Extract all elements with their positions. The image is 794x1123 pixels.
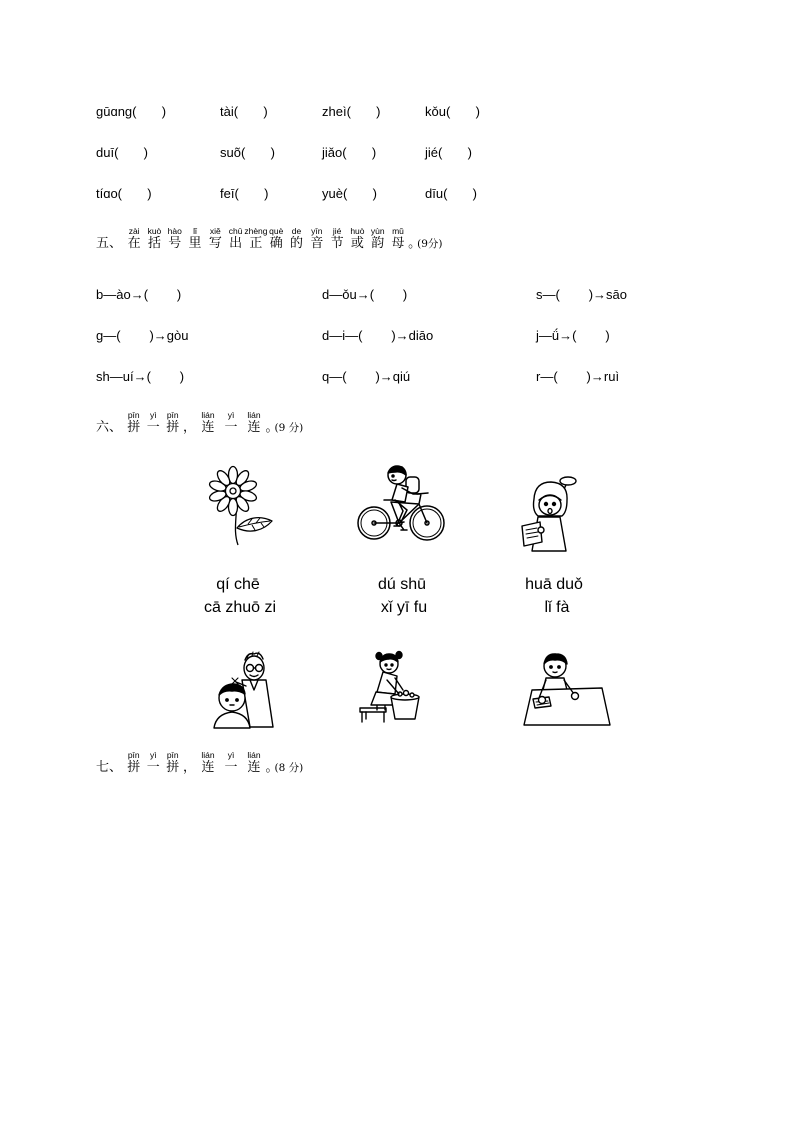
hanzi-character: 一 <box>224 420 238 435</box>
hanzi-character: 连 <box>247 420 261 435</box>
word-label: dú shū <box>377 576 427 593</box>
hanzi-character: 写 <box>208 236 222 251</box>
hanzi-character: 拼 <box>127 760 141 775</box>
word-label: xǐ yī fu <box>380 599 428 616</box>
hanzi-character: 拼 <box>166 420 180 435</box>
annotated-character <box>165 226 185 252</box>
annotated-character <box>144 226 164 252</box>
annotated-character <box>243 410 266 436</box>
annotated-character <box>124 226 144 252</box>
section-5-heading <box>96 226 443 252</box>
hanzi-character: 正 <box>249 236 263 251</box>
annotated-character <box>266 226 286 252</box>
pinyin-annotation: lián <box>201 410 215 420</box>
pinyin-annotation: yì <box>149 750 157 760</box>
word-label: cā zhuō zi <box>203 599 277 616</box>
hanzi-character: 连 <box>201 760 215 775</box>
pinyin-annotation: pīn <box>166 750 179 760</box>
pinyin-annotation: pīn <box>127 750 140 760</box>
blank-item: d—ǒu→( ) <box>322 287 408 302</box>
pinyin-annotation: lián <box>201 750 215 760</box>
blank-item: g—( )→gòu <box>96 328 189 343</box>
word-label: qí chē <box>216 576 260 593</box>
syllable-item: duī( ) <box>96 145 149 160</box>
annotated-character <box>205 226 225 252</box>
heading-number: 五、 <box>96 236 123 251</box>
pinyin-annotation: zhèng <box>244 226 268 236</box>
pinyin-annotation: jié <box>332 226 342 236</box>
blank-item: s—( )→sāo <box>536 287 628 302</box>
syllable-item: jiǎo( ) <box>322 145 377 160</box>
pinyin-annotation: lǐ <box>193 226 197 236</box>
heading-end-mark: 。 <box>265 420 279 435</box>
annotated-character <box>124 750 144 776</box>
annotated-character <box>144 410 164 436</box>
pinyin-annotation: yì <box>227 750 235 760</box>
annotated-character <box>183 410 197 436</box>
pinyin-annotation: yīn <box>311 226 323 236</box>
annotated-character <box>220 410 243 436</box>
haircut-icon <box>212 648 274 728</box>
word-label: huā duǒ <box>525 576 583 593</box>
annotated-character <box>225 226 245 252</box>
hanzi-character: 里 <box>188 236 202 251</box>
pinyin-annotation: zài <box>128 226 140 236</box>
washing-clothes-icon <box>355 650 421 724</box>
pinyin-annotation: yì <box>227 410 235 420</box>
pinyin-annotation: lián <box>247 750 261 760</box>
pinyin-annotation: lián <box>247 410 261 420</box>
pinyin-annotation: yì <box>149 410 157 420</box>
annotated-character <box>327 226 347 252</box>
hanzi-character: 或 <box>350 236 364 251</box>
flower-icon <box>208 460 274 546</box>
annotated-character <box>124 410 144 436</box>
hanzi-character: 拼 <box>127 420 141 435</box>
hanzi-character: 连 <box>247 760 261 775</box>
annotated-character <box>307 226 327 252</box>
pinyin-annotation: pīn <box>166 410 179 420</box>
hanzi-character: ， <box>182 420 196 435</box>
heading-end-mark: 。 <box>408 236 422 251</box>
heading-number: 六、 <box>96 420 123 435</box>
pinyin-annotation: hào <box>167 226 182 236</box>
annotated-character <box>163 750 183 776</box>
pinyin-annotation: de <box>291 226 302 236</box>
score-label: (9分) <box>417 238 443 250</box>
annotated-character <box>183 750 197 776</box>
hanzi-character: 一 <box>224 760 238 775</box>
annotated-character <box>246 226 266 252</box>
hanzi-character: 在 <box>127 236 141 251</box>
hanzi-character: 括 <box>147 236 161 251</box>
annotated-character <box>388 226 408 252</box>
syllable-item: dīu( ) <box>425 186 478 201</box>
girl-talking-icon <box>520 474 582 552</box>
syllable-item: zheì( ) <box>322 104 381 119</box>
pinyin-annotation: xiě <box>209 226 221 236</box>
pinyin-annotation: yùn <box>370 226 385 236</box>
hanzi-character: 韵 <box>371 236 385 251</box>
annotated-character <box>185 226 205 252</box>
hanzi-character: 连 <box>201 420 215 435</box>
blank-item: j—ǘ→( ) <box>536 328 610 343</box>
annotated-character <box>197 750 220 776</box>
section-7-heading <box>96 750 303 776</box>
pinyin-annotation: què <box>269 226 284 236</box>
annotated-character <box>220 750 243 776</box>
pinyin-annotation: kuò <box>147 226 162 236</box>
annotated-character <box>368 226 388 252</box>
pinyin-annotation: pīn <box>127 410 140 420</box>
syllable-item: tíɑo( ) <box>96 186 152 201</box>
hanzi-character: 的 <box>290 236 304 251</box>
annotated-character <box>347 226 367 252</box>
child-riding-bicycle-icon <box>357 463 445 543</box>
syllable-item: kǒu( ) <box>425 104 480 119</box>
syllable-item: tài( ) <box>220 104 268 119</box>
hanzi-character: 一 <box>146 760 160 775</box>
syllable-item: gūɑng( ) <box>96 104 167 119</box>
annotated-character <box>163 410 183 436</box>
word-label: lǐ fà <box>544 599 570 616</box>
pinyin-annotation: huò <box>350 226 365 236</box>
blank-item: q—( )→qiú <box>322 369 411 384</box>
annotated-character <box>197 410 220 436</box>
hanzi-character: 母 <box>391 236 405 251</box>
pinyin-annotation: mǔ <box>392 226 404 236</box>
annotated-character <box>286 226 306 252</box>
blank-item: r—( )→ruì <box>536 369 620 384</box>
annotated-character <box>243 750 266 776</box>
hanzi-character: ， <box>182 760 196 775</box>
hanzi-character: 号 <box>168 236 182 251</box>
score-label: (8 分) <box>274 762 304 774</box>
annotated-character <box>144 750 164 776</box>
section-6-heading <box>96 410 303 436</box>
hanzi-character: 拼 <box>166 760 180 775</box>
pinyin-annotation: chū <box>228 226 243 236</box>
blank-item: d—i—( )→diāo <box>322 328 434 343</box>
hanzi-character: 节 <box>330 236 344 251</box>
heading-end-mark: 。 <box>265 760 279 775</box>
hanzi-character: 音 <box>310 236 324 251</box>
hanzi-character: 一 <box>146 420 160 435</box>
syllable-item: feī( ) <box>220 186 269 201</box>
heading-number: 七、 <box>96 760 123 775</box>
blank-item: b—ào→( ) <box>96 287 182 302</box>
syllable-item: jié( ) <box>425 145 472 160</box>
hanzi-character: 确 <box>269 236 283 251</box>
hanzi-character: 出 <box>229 236 243 251</box>
blank-item: sh—uí→( ) <box>96 369 185 384</box>
score-label: (9 分) <box>274 422 304 434</box>
wiping-table-icon <box>522 648 612 728</box>
syllable-item: yuè( ) <box>322 186 377 201</box>
syllable-item: suõ( ) <box>220 145 275 160</box>
